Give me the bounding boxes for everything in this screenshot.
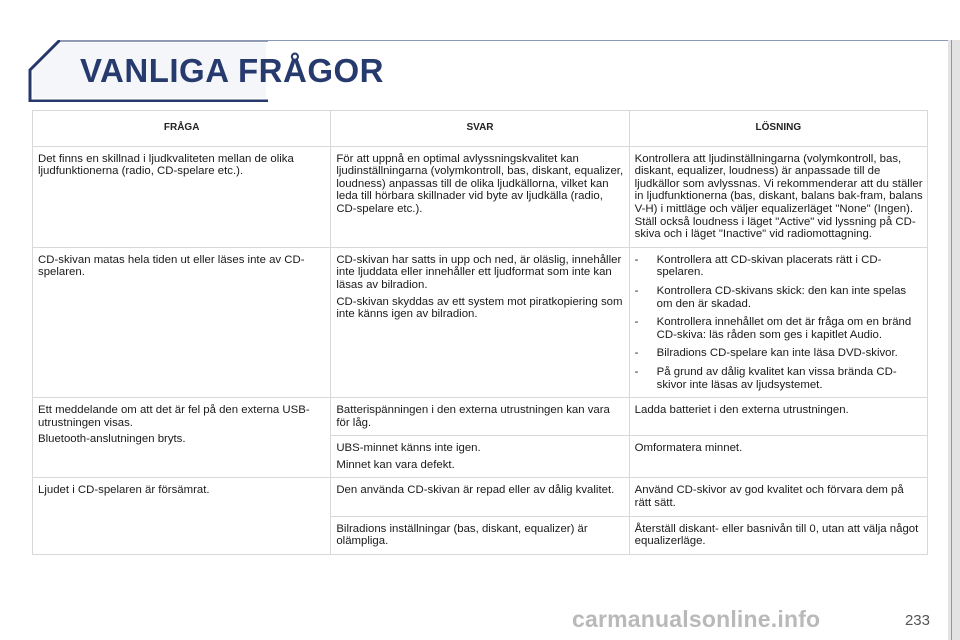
table-row — [33, 247, 928, 397]
answer-cell — [331, 247, 629, 397]
answer-text: För att uppnå en optimal avlyssningskvalitet kan ljudinställningarna (volymkontroll, bas, diskant, equalizer, loudness) anpassas till de olika ljudkällorna, vilket kan leda till hörbara skillnader vid byte av ljudkälla (radio, CD-spelare etc.). — [336, 152, 624, 215]
solution-cell — [629, 247, 927, 397]
solution-list-text: Kontrollera innehållet om det är fråga om en bränd CD-skiva: läs råden som ges i kapitlet Audio. — [656, 316, 912, 341]
solution-list-text: Bilradions CD-spelare kan inte läsa DVD-skivor. — [656, 347, 898, 360]
answer-text: UBS-minnet känns inte igen. — [336, 442, 481, 455]
header-rule — [60, 40, 952, 41]
solution-cell — [629, 146, 927, 247]
question-text: CD-skivan matas hela tiden ut eller läses inte av CD-spelaren. — [38, 253, 305, 279]
solution-list-item — [635, 347, 923, 360]
column-header-fraga: FRÅGA — [33, 111, 331, 147]
question-cell — [33, 247, 331, 397]
dash-bullet: - — [634, 365, 639, 378]
solution-list-text: På grund av dålig kvalitet kan vissa brända CD-skivor inte läsas av ljudsystemet. — [656, 365, 897, 391]
question-text: Det finns en skillnad i ljudkvaliteten mellan de olika ljudfunktionerna (radio, CD-spelare etc.). — [38, 152, 294, 178]
answer-text: CD-skivan skyddas av ett system mot piratkopiering som inte känns igen av bilradion. — [336, 295, 623, 321]
question-cell — [33, 398, 331, 478]
solution-text: Kontrollera att ljudinställningarna (volymkontroll, bas, diskant, equalizer, loudness) är anpassade till de ljudkällor som avlyssnas. Vi rekommenderar att du ställer in ljudfunktionerna (bas, diskant, balans bak-fram, balans V-H) i mittläge och väljer equalizerläget "None" (Ingen). Ställ också loudness i läget "Active" vid lyssning på CD-skiva och i läget "Inactive" vid radiomottagning. — [634, 152, 923, 241]
answer-text: Den använda CD-skivan är repad eller av dålig kvalitet. — [336, 484, 615, 497]
page-edge-rule — [951, 40, 952, 640]
dash-bullet: - — [634, 347, 639, 360]
answer-text: CD-skivan har satts in upp och ned, är oläslig, innehåller inte ljuddata eller innehåller ett ljudformat som inte kan läsas av bilradion. — [336, 253, 622, 291]
solution-cell — [629, 398, 927, 436]
answer-text: Bilradions inställningar (bas, diskant, equalizer) är olämpliga. — [336, 522, 588, 548]
answer-cell — [331, 398, 629, 436]
table-row — [33, 478, 928, 516]
solution-cell — [629, 516, 927, 554]
column-header-losning: LÖSNING — [629, 111, 927, 147]
answer-text: Batterispänningen i den externa utrustningen kan vara för låg. — [336, 404, 610, 429]
question-text: Bluetooth-anslutningen bryts. — [38, 433, 186, 446]
solution-list-item — [635, 316, 923, 341]
solution-text: Återställ diskant- eller basnivån till 0, utan att välja något equalizerläge. — [634, 522, 919, 548]
solution-text: Omformatera minnet. — [634, 442, 743, 455]
answer-text: Minnet kan vara defekt. — [336, 458, 455, 471]
page-number: 233 — [904, 612, 930, 629]
solution-list-text: Kontrollera CD-skivans skick: den kan inte spelas om den är skadad. — [656, 284, 907, 310]
dash-bullet: - — [634, 284, 639, 297]
answer-cell — [331, 516, 629, 554]
question-cell — [33, 478, 331, 554]
solution-list — [635, 254, 923, 391]
solution-cell — [629, 478, 927, 516]
header-row — [33, 111, 928, 147]
solution-list-text: Kontrollera att CD-skivan placerats rätt i CD-spelaren. — [656, 253, 882, 279]
dash-bullet: - — [634, 316, 639, 329]
solution-list-item — [635, 285, 923, 310]
page-title: VANLIGA FRÅGOR — [80, 52, 384, 89]
watermark: carmanualsonline.info — [572, 606, 821, 632]
column-header-svar: SVAR — [331, 111, 629, 147]
solution-text: Använd CD-skivor av god kvalitet och förvara dem på rätt sätt. — [634, 484, 904, 510]
solution-list-item — [635, 366, 923, 391]
page-edge-bar — [948, 40, 960, 640]
dash-bullet: - — [634, 253, 639, 266]
solution-cell — [629, 436, 927, 478]
solution-text: Ladda batteriet i den externa utrustningen. — [634, 404, 849, 417]
question-cell — [33, 146, 331, 247]
table-row — [33, 146, 928, 247]
table-row — [33, 398, 928, 436]
solution-list-item — [635, 254, 923, 279]
answer-cell — [331, 436, 629, 478]
question-text: Ljudet i CD-spelaren är försämrat. — [38, 484, 210, 497]
answer-cell — [331, 478, 629, 516]
answer-cell — [331, 146, 629, 247]
question-text: Ett meddelande om att det är fel på den externa USB-utrustningen visas. — [38, 404, 310, 429]
faq-table — [32, 110, 928, 555]
